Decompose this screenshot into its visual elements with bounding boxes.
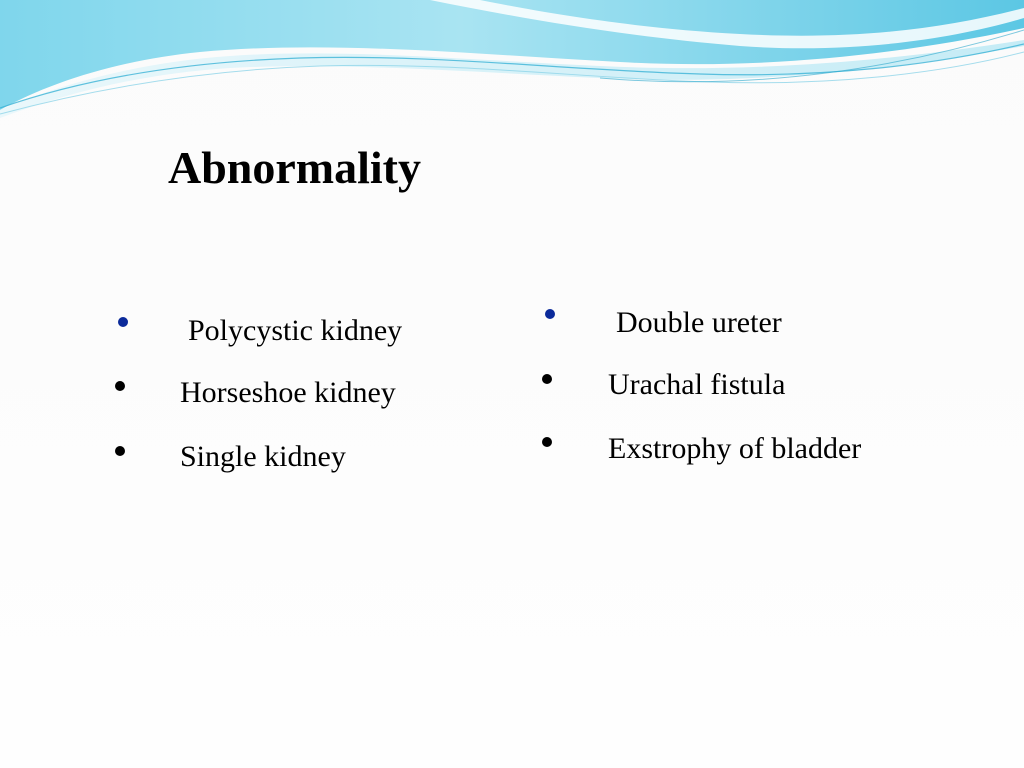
list-item-urachal-fistula: Urachal fistula <box>608 368 786 401</box>
list-item-polycystic-kidney: Polycystic kidney <box>188 314 403 347</box>
bullet-icon <box>545 309 555 319</box>
bullet-icon <box>542 374 552 384</box>
bullet-icon <box>118 317 128 327</box>
bullet-icon <box>115 446 125 456</box>
list-item-horseshoe-kidney: Horseshoe kidney <box>180 376 396 409</box>
list-item-double-ureter: Double ureter <box>616 306 782 339</box>
wave-header-icon <box>0 0 1024 130</box>
list-item-single-kidney: Single kidney <box>180 440 346 473</box>
bullet-icon <box>115 381 125 391</box>
list-item-exstrophy-of-bladder: Exstrophy of bladder <box>608 432 862 465</box>
slide-title: Abnormality <box>168 142 421 193</box>
bullet-icon <box>542 437 552 447</box>
